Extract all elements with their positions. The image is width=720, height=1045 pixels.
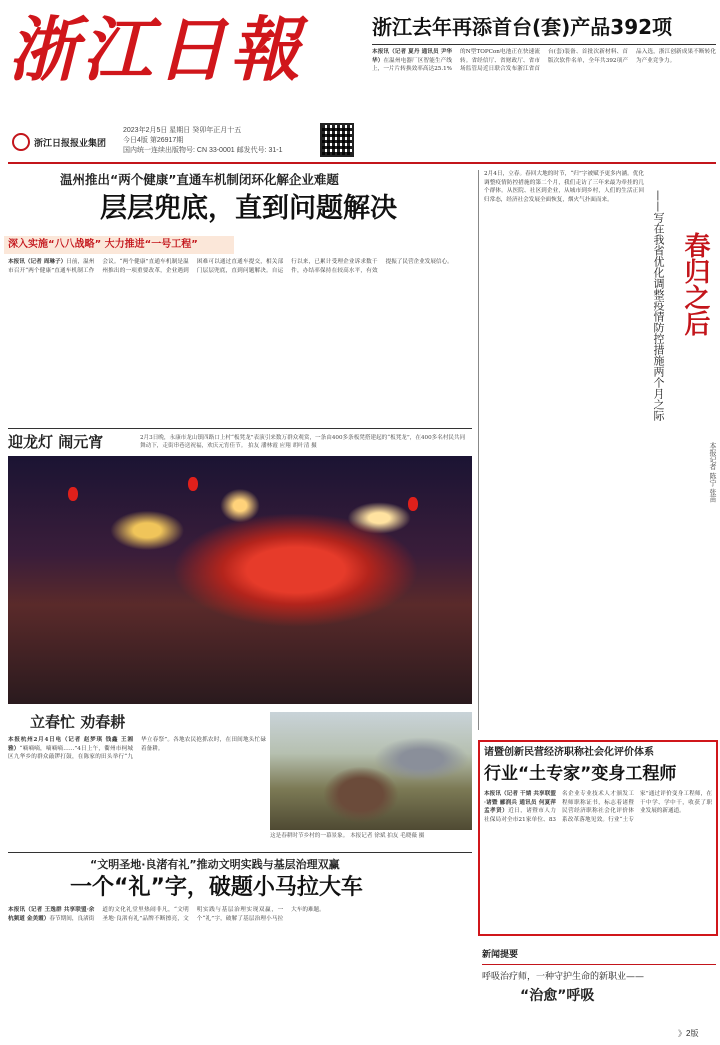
farming-rule bbox=[8, 852, 472, 853]
health-body bbox=[8, 258, 472, 424]
civilization-byline: 本报讯（记者 王逸群 共享联盟·余杭频道 金美霞） bbox=[8, 907, 95, 922]
spring-byline: 本报记者 陈宁 张苗 bbox=[709, 442, 717, 503]
spring-subtitle: ——写在我省优化调整疫情防控措施两个月之际 bbox=[652, 190, 665, 421]
farming-headline: 立春忙 劝春耕 bbox=[30, 713, 126, 731]
news-watch-label: 新闻提要 bbox=[482, 950, 519, 960]
top-story-rule bbox=[372, 44, 716, 45]
civilization-headline: 一个“礼”字，破题小马拉大车 bbox=[70, 875, 363, 900]
farming-photo-caption: 这是春耕时节乡村的一幕景象。 本报记者 徐斌 拍友 毛晓薇 摄 bbox=[270, 833, 425, 839]
news-watch-page-ref[interactable]: 》2版 bbox=[678, 1029, 699, 1038]
spring-text: 2月4日，立春。春回大地的时节，“归”字被赋予更多内涵。优化调整疫情防控措施的第二个月，我们走访了三年来最为牵挂的几个群体。从医院、社区到企业，从城市到乡村，人们的生活正回归常态，经济社会发展全面恢复，烟火气扑面而来。 bbox=[484, 171, 644, 203]
farming-text: “嘀嘀嘀，嘀嘀嘀……”4日上午，衢州市柯城区九华乡的群众敲锣打鼓，在陈家的田头举行“九华立春祭”。各地农民抢抓农时，在田间地头忙碌着备耕。 bbox=[8, 737, 266, 761]
lantern-caption: 2月3日晚，永康市龙山镇四路口上村“板凳龙”表演引来数万群众观赏，一条由400多条板凳搭建起的“板凳龙”，在400多名村民共同舞动下，走街串巷送祝福，欢庆元宵佳节。 拍友 潘林霞 应翔 胡叶清 摄 bbox=[140, 435, 466, 449]
boxed-kicker: 诸暨创新民营经济职称社会化评价体系 bbox=[484, 747, 654, 758]
boxed-story bbox=[478, 740, 718, 936]
qr-code-icon bbox=[320, 123, 354, 157]
lantern-icon bbox=[408, 496, 418, 515]
news-watch-rule bbox=[482, 964, 716, 965]
civilization-body bbox=[8, 906, 472, 1040]
group-logo-icon bbox=[12, 133, 30, 151]
lantern-icon bbox=[188, 476, 198, 495]
edition: 今日4版 第26917期 bbox=[123, 137, 184, 144]
health-kicker: 温州推出“两个健康”直通车机制闭环化解企业难题 bbox=[60, 172, 339, 187]
top-story-text: 在温州电器厂区智能生产线上，一片片转换效率高达25.1%的N型TOPCon电池正在快速流转。省经信厅、省财政厅、省市场监管局近日联合发布浙江省首台(套)装备、首批次新材料、首版次软件名单，全年共392项产品入选，浙江创新成果不断转化为产业竞争力。 bbox=[372, 49, 716, 73]
date-line: 2023年2月5日 星期日 癸卯年正月十五 bbox=[123, 127, 242, 134]
health-text: 日前，温州市召开“两个健康”直通车机制工作会议。“两个健康”直通车机制是温州推出的一项重要改革，企业遇到困难可以通过直通车提交，相关部门层层兜底，直到问题解决。自运行以来，已累计受理企业诉求数千件，办结率保持在较高水平，有效提振了民营企业发展信心。 bbox=[8, 259, 453, 274]
health-sub-heading: 深入实施“八八战略” 大力推进“一号工程” bbox=[4, 236, 234, 254]
news-watch-item2[interactable]: “治愈”呼吸 bbox=[520, 988, 595, 1004]
top-story-byline: 本报讯（记者 夏丹 通讯员 尹华华） bbox=[372, 49, 452, 64]
civilization-kicker: “文明圣地·良渚有礼”推动文明实践与基层治理双赢 bbox=[90, 858, 340, 871]
farming-body bbox=[8, 736, 266, 848]
civilization-text: 春节期间，良渚街道的文化礼堂里热闹非凡，“文明圣地·良渚有礼”品牌不断擦亮，文明实践与基层治理实现双赢，一个“礼”字，破解了基层治理小马拉大车的难题。 bbox=[49, 907, 325, 922]
group-logo bbox=[12, 134, 122, 150]
boxed-headline: 行业“土专家”变身工程师 bbox=[484, 764, 677, 784]
boxed-body bbox=[484, 790, 712, 932]
lantern-photo bbox=[8, 456, 472, 704]
right-column-rule bbox=[478, 170, 479, 730]
top-story-headline: 浙江去年再添首台(套)产品392项 bbox=[372, 15, 673, 39]
group-name: 浙江日报报业集团 bbox=[34, 137, 107, 148]
farming-photo bbox=[270, 712, 472, 830]
top-story-body bbox=[372, 48, 716, 156]
lantern-title: 迎龙灯 闹元宵 bbox=[8, 433, 104, 451]
farming-byline: 本报杭州2月4日电（记者 赵梦琪 钱鑫 王湘雅） bbox=[8, 737, 133, 752]
spring-headline: 春归之后 bbox=[680, 232, 710, 336]
health-byline: 本报讯（记者 周琳子） bbox=[8, 259, 67, 265]
health-rule bbox=[8, 428, 472, 429]
cn-number: 国内统一连续出版物号: CN 33-0001 邮发代号: 31-1 bbox=[123, 147, 283, 154]
lantern-icon bbox=[68, 486, 78, 505]
masthead-divider bbox=[8, 162, 716, 164]
date-block bbox=[123, 126, 318, 156]
boxed-text: 近日，诸暨市人力社保局对全市21家单位、83名企业专业技术人才颁发工程师职称证书，标志着诸暨民营经济职称社会化评价体系改革落地见效。行业“土专家”通过评价变身工程师，在干中学、学中干，收获了职业发展的新通道。 bbox=[484, 791, 712, 823]
health-headline: 层层兜底，直到问题解决 bbox=[100, 193, 397, 224]
spring-body bbox=[484, 170, 644, 730]
news-watch-item1[interactable]: 呼吸治疗师，一种守护生命的新职业—— bbox=[482, 972, 645, 982]
boxed-byline: 本报讯（记者 干婧 共享联盟·诸暨 郦润兵 通讯员 何夏萍 孟孝贤） bbox=[484, 791, 556, 815]
masthead-title: 浙江日報 bbox=[8, 8, 304, 91]
